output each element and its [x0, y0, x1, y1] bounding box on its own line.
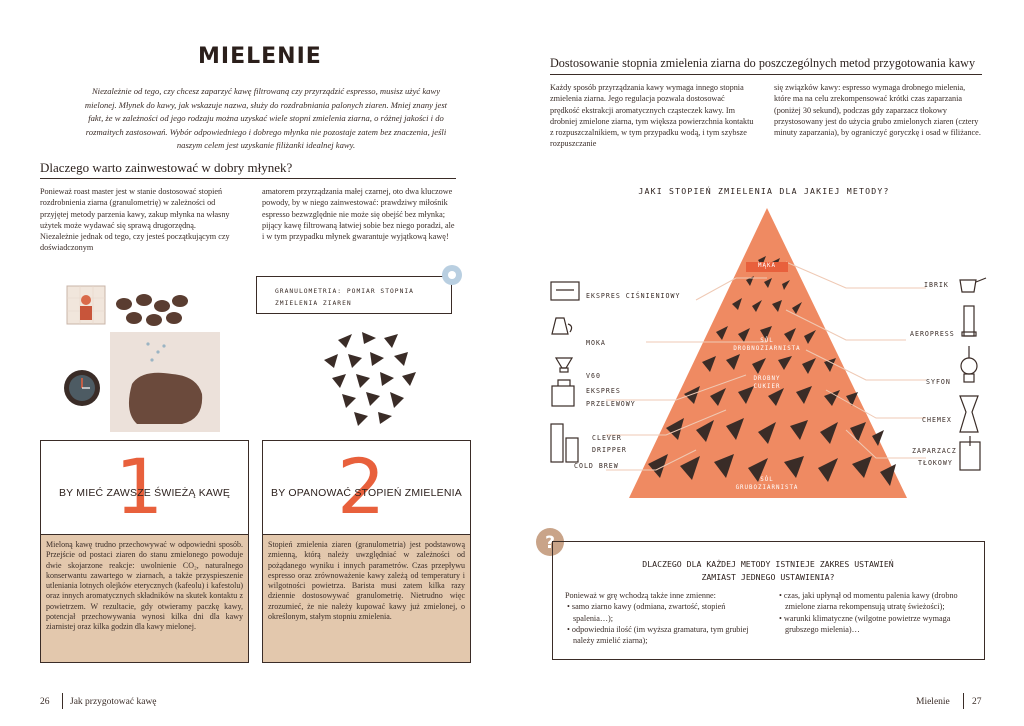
chart-title: JAKI STOPIEŃ ZMIELENIA DLA JAKIEJ METODY?	[638, 186, 890, 196]
method-moka: MOKA	[586, 339, 606, 347]
card-2-text: Stopień zmielenia ziaren (granulometria) jest podstawową zmienną, którą należy uwzględniać w zależności od pożądanego wyniku i innych parametrów. Czas przepływu espresso oraz zrównoważenie kawy zależą od temperatury i wilgotności powietrza. Barista musi zatem kilka razy dziennie dostosowywać granulometrię. Nietrudno więc zrozumieć, że nie należy kupować kawy już zmielonej, o określonym, stałym stopniu zmielenia.	[262, 534, 471, 663]
question-left-item-2: • odpowiednia ilość (im wyższa gramatura, tym grubiej należy zmielić ziarna);	[567, 624, 749, 646]
method-ibrik: IBRIK	[924, 281, 949, 289]
method-coldbrew: COLD BREW	[574, 462, 619, 470]
level-maka: MĄKA	[758, 263, 776, 269]
question-title: DLACZEGO DLA KAŻDEJ METODY ISTNIEJE ZAKRES USTAWIEŃ ZAMIAST JEDNEGO USTAWIENIA?	[642, 559, 894, 582]
card-2-label: BY OPANOWAĆ STOPIEŃ ZMIELENIA	[271, 487, 462, 499]
left-col1: Ponieważ roast master jest w stanie dostosować stopień rozdrobnienia ziarna (granulometrię) w zależności od przyjętej metody parzenia kawy, zakup młynka na własny użytek może wydawać się sprawą drugorzędną. Niezależnie jednak od tego, czy jesteś początkującym czy doświadczonym	[40, 187, 230, 253]
page-title: MIELENIE	[198, 44, 322, 69]
method-chemex: CHEMEX	[922, 416, 952, 424]
level-salt-fine-b: DROBNOZIARNISTA	[733, 346, 801, 352]
level-salt-coarse-a: SÓL	[760, 477, 774, 483]
heading-rule	[40, 178, 456, 179]
footer-page-left: 26	[40, 697, 50, 707]
method-drip-a: EKSPRES	[586, 387, 621, 395]
question-right-item-2: • warunki klimatyczne (wilgotne powietrze wymaga grubszego mielenia)…	[779, 613, 951, 634]
card-1-number: 1	[115, 442, 164, 531]
level-salt-fine-a: SÓL	[760, 338, 774, 344]
level-sugar-b: CUKIER	[753, 384, 781, 390]
right-heading-rule	[550, 74, 982, 75]
intro-paragraph: Niezależnie od tego, czy chcesz zaparzyć kawę filtrowaną czy przyrządzić espresso, musisz użyć kawy mielonej. Młynek do kawy, jak wskazuje nazwa, służy do rozdrabniania palonych ziaren. Mniej znany jest fakt, że w zależności od jego rodzaju można uzyskać wiele stopni zmielenia ziarna, o różnej jakości i do rozmaitych zastosowań. Wybór odpowiedniego i dobrego młynka nie pozostaje zatem bez znaczenia, jeśli naszym celem jest uzyskanie filiżanki idealnej kawy.	[84, 86, 448, 151]
method-press-a: ZAPARZACZ	[912, 447, 957, 455]
footer-title-right: Mielenie	[916, 697, 950, 707]
svg-text:?: ?	[545, 533, 555, 553]
level-salt-coarse-b: GRUBOZIARNISTA	[735, 485, 799, 491]
method-icons-left	[548, 278, 584, 468]
granulometry-dot-icon	[440, 263, 464, 287]
ground-particles	[318, 330, 422, 432]
method-clever-b: DRIPPER	[592, 446, 627, 454]
card-2-number: 2	[337, 442, 386, 531]
question-left-item-1: • samo ziarno kawy (odmiana, zwartość, stopień spalenia…);	[567, 602, 726, 623]
right-col2: się związków kawy: espresso wymaga drobnego mielenia, które ma na celu zrekompensować krótki czas zaparzania (poniżej 30 sekund), podczas gdy zaparzacz tłokowy przystosowany jest do użycia grubo zmielonych ziaren (cztery minuty zaparzania), by ograniczyć goryczkę i osad w filiżance.	[774, 83, 981, 138]
method-press-b: TŁOKOWY	[918, 459, 953, 467]
granulometry-label: GRANULOMETRIA: POMIAR STOPNIA ZMIELENIA ZIAREN	[275, 288, 414, 307]
footer-title-left: Jak przygotować kawę	[70, 697, 157, 707]
level-sugar-a: DROBNY	[753, 376, 781, 382]
method-drip-b: PRZELEWOWY	[586, 400, 636, 408]
method-espresso: EKSPRES CIŚNIENIOWY	[586, 292, 681, 300]
question-left-col	[565, 590, 755, 646]
question-right-col	[777, 590, 973, 635]
card-1	[40, 440, 249, 536]
footer-divider-left	[62, 693, 63, 709]
question-box	[552, 541, 985, 660]
footer-page-right: 27	[972, 697, 982, 707]
granulometry-box	[256, 276, 452, 314]
left-col2: amatorem przyrządzania małej czarnej, oto dwa kluczowe powody, by w niego zainwestować: prawdziwy miłośnik espresso bezwzględnie nie może się obejść bez młynka; pijący kawę filtrowaną łatwiej sobie bez niego poradzi, ale i w tym przypadku młynek gwarantuje wyjątkową kawę!	[262, 187, 455, 242]
card-1-label: BY MIEĆ ZAWSZE ŚWIEŻĄ KAWĘ	[58, 487, 231, 499]
right-col1: Każdy sposób przyrządzania kawy wymaga innego stopnia zmielenia ziarna. Jego regulacja pozwala dostosować prędkość ekstrakcji aromatycznych cząsteczek kawy. Im drobniej zmielone ziarna, tym większa powierzchnia kontaktu z rozpuszczalnikiem, w tym przypadku wodą, i tym szybsze rozpuszczanie	[550, 83, 754, 149]
card-2	[262, 440, 471, 536]
footer-divider-right	[963, 693, 964, 709]
beans-illustration	[62, 284, 262, 434]
method-aeropress: AEROPRESS	[910, 330, 955, 338]
card-1-text: Mieloną kawę trudno przechowywać w odpowiedni sposób. Przejście od postaci ziaren do stanu zmielonego powoduje dwie skojarzone reakcje: uwolnienie CO₂, naturalnego konserwantu zawartego w ziarnach, a także przyspieszenie utleniania lotnych olejków eterycznych (kafeolu) i kafestolu) oraz innych aromatycznych składników na skutek kontaktu z powietrzem. W rezultacie, gdy otwieramy paczkę kawy, potencjał przechowywania wynosi kilka dni dla kawy ziarnistej oraz kilka godzin dla kawy mielonej.	[40, 534, 249, 663]
method-clever-a: CLEVER	[592, 434, 622, 442]
method-v60: V60	[586, 372, 601, 380]
question-intro: Ponieważ w grę wchodzą także inne zmienne:	[565, 591, 716, 600]
method-syfon: SYFON	[926, 378, 951, 386]
right-heading: Dostosowanie stopnia zmielenia ziarna do poszczególnych metod przygotowania kawy	[550, 56, 976, 70]
question-right-item-1: • czas, jaki upłynął od momentu palenia kawy (drobno zmielone ziarna rekompensują utratę świeżości);	[779, 591, 958, 612]
method-icons-right	[952, 266, 988, 474]
section-heading: Dlaczego warto zainwestować w dobry młynek?	[40, 160, 293, 175]
